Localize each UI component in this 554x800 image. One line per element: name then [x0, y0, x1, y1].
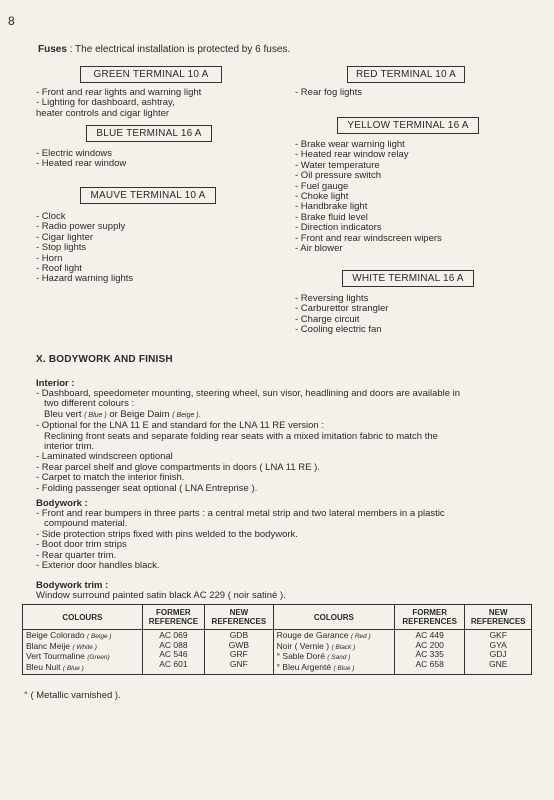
list-item: - Cigar lighter	[36, 231, 94, 243]
colour-name: Rouge de Garance ( Red )	[276, 630, 371, 640]
colour-name: ° Bleu Argenté ( Blue )	[276, 661, 355, 672]
mauve-terminal-box: MAUVE TERMINAL 10 A	[80, 187, 216, 204]
list-item: - Water temperature	[295, 159, 380, 171]
interior-line: - Folding passenger seat optional ( LNA Entreprise ).	[36, 482, 258, 494]
interior-line: interior trim.	[44, 441, 95, 453]
interior-line: Reclining front seats and separate folding rear seats with a mixed imitation fabric to match the	[44, 430, 438, 442]
interior-line: - Laminated windscreen optional	[36, 451, 173, 463]
bodywork-heading: Bodywork :	[36, 498, 88, 509]
list-item: - Heated rear window	[36, 158, 127, 170]
colour-name: ° Sable Doré ( Sand )	[276, 651, 351, 662]
colour-blue-translation: ( Blue )	[84, 411, 107, 419]
blue-terminal-box: BLUE TERMINAL 16 A	[86, 125, 212, 142]
col-header-colours: COLOURS	[23, 605, 143, 630]
colour-name: Bleu Nuit ( Blue )	[26, 661, 84, 672]
table-header-row	[23, 605, 532, 630]
colour-name: Noir ( Vernie ) ( Black )	[276, 640, 356, 651]
list-item: - Roof light	[36, 263, 82, 275]
list-item: - Rear fog lights	[295, 87, 363, 98]
list-item: - Stop lights	[36, 242, 87, 254]
cell-former-left: AC 069 AC 088 AC 546 AC 601	[142, 630, 205, 675]
list-item: heater controls and cigar lighter	[36, 107, 170, 119]
colour-name: Blanc Meije ( White )	[26, 640, 97, 651]
list-item: - Hazard warning lights	[36, 273, 134, 285]
footnote: ° ( Metallic varnished ).	[24, 690, 121, 701]
page-number: 8	[8, 14, 15, 28]
bodywork-line: - Side protection strips fixed with pins welded to the bodywork.	[36, 528, 298, 540]
bodywork-line: - Exterior door handles black.	[36, 560, 160, 572]
bodywork-line: - Boot door trim strips	[36, 539, 127, 551]
list-item: - Brake fluid level	[295, 211, 368, 223]
colour-name: Beige Colorado ( Beige )	[26, 630, 112, 640]
cell-colours-right	[273, 630, 394, 675]
interior-line: - Optional for the LNA 11 E and standard for the LNA 11 RE version :	[36, 420, 324, 432]
list-item: - Brake wear warning light	[295, 139, 405, 150]
list-item: - Front and rear windscreen wipers	[295, 232, 442, 244]
list-item: - Reversing lights	[295, 293, 369, 304]
yellow-terminal-list	[295, 140, 442, 254]
bodywork-line: compound material.	[44, 518, 128, 530]
fuses-label: Fuses	[38, 44, 67, 55]
white-terminal-box: WHITE TERMINAL 16 A	[342, 270, 474, 287]
red-terminal-box: RED TERMINAL 10 A	[347, 66, 465, 83]
list-item: - Choke light	[295, 191, 349, 203]
list-item: - Horn	[36, 252, 63, 264]
colour-reference-table	[22, 604, 532, 675]
list-item: - Charge circuit	[295, 313, 360, 325]
cell-former-right: AC 449 AC 200 AC 335 AC 658	[395, 630, 465, 675]
fuses-intro-text: : The electrical installation is protected by 6 fuses.	[66, 44, 291, 55]
interior-line: - Dashboard, speedometer mounting, steering wheel, sun visor, headlining and doors are available in	[36, 388, 461, 399]
col-header-new-2: NEW REFERENCES	[465, 605, 532, 630]
list-item: - Front and rear lights and warning light	[36, 87, 202, 98]
list-item: - Lighting for dashboard, ashtray,	[36, 97, 175, 109]
col-header-colours-2: COLOURS	[273, 605, 394, 630]
colour-blue-vert: Bleu vert	[44, 408, 85, 420]
list-item: - Oil pressure switch	[295, 170, 382, 182]
list-item: - Direction indicators	[295, 222, 382, 234]
list-item: - Clock	[36, 211, 66, 222]
yellow-terminal-box: YELLOW TERMINAL 16 A	[337, 117, 479, 134]
interior-line: - Carpet to match the interior finish.	[36, 472, 185, 484]
interior-line: - Rear parcel shelf and glove compartments in doors ( LNA 11 RE ).	[36, 461, 320, 473]
bodywork-line: - Rear quarter trim.	[36, 549, 117, 561]
bodywork-trim-heading: Bodywork trim :	[36, 580, 109, 591]
table-body-row	[23, 630, 532, 675]
list-item: - Cooling electric fan	[295, 324, 382, 336]
col-header-former: FORMER REFERENCE	[142, 605, 205, 630]
bodywork-line: - Front and rear bumpers in three parts : a central metal strip and two lateral members in a plastic	[36, 508, 445, 519]
list-item: - Heated rear window relay	[295, 149, 409, 161]
cell-colours-left	[23, 630, 143, 675]
colour-beige-translation: ( Beige ).	[172, 411, 201, 419]
cell-new-right: GKF GYA GDJ GNE	[465, 630, 532, 675]
cell-new-left: GDB GWB GRF GNF	[205, 630, 273, 675]
interior-heading: Interior :	[36, 378, 75, 389]
list-item: - Handbrake light	[295, 201, 368, 213]
white-terminal-list	[295, 294, 388, 336]
list-item: - Radio power supply	[36, 221, 126, 233]
list-item: - Electric windows	[36, 148, 113, 159]
green-terminal-box: GREEN TERMINAL 10 A	[80, 66, 222, 83]
fuses-intro	[38, 44, 290, 55]
list-item: - Carburettor strangler	[295, 303, 389, 315]
section-title: X. BODYWORK AND FINISH	[36, 354, 173, 365]
blue-terminal-list	[36, 149, 126, 170]
red-terminal-list	[295, 88, 362, 98]
col-header-new: NEW REFERENCES	[205, 605, 273, 630]
col-header-former-2: FORMER REFERENCES	[395, 605, 465, 630]
interior-line: two different colours :	[44, 398, 135, 410]
colour-beige-daim: or Beige Daim	[106, 408, 173, 420]
green-terminal-list	[36, 88, 201, 119]
list-item: - Air blower	[295, 243, 343, 255]
list-item: - Fuel gauge	[295, 180, 349, 192]
bodywork-trim-line: Window surround painted satin black AC 229 ( noir satiné ).	[36, 590, 286, 601]
mauve-terminal-list	[36, 212, 133, 285]
interior-block	[36, 389, 460, 494]
colour-name: Vert Tourmaline (Green)	[26, 651, 110, 662]
bodywork-block	[36, 509, 445, 571]
